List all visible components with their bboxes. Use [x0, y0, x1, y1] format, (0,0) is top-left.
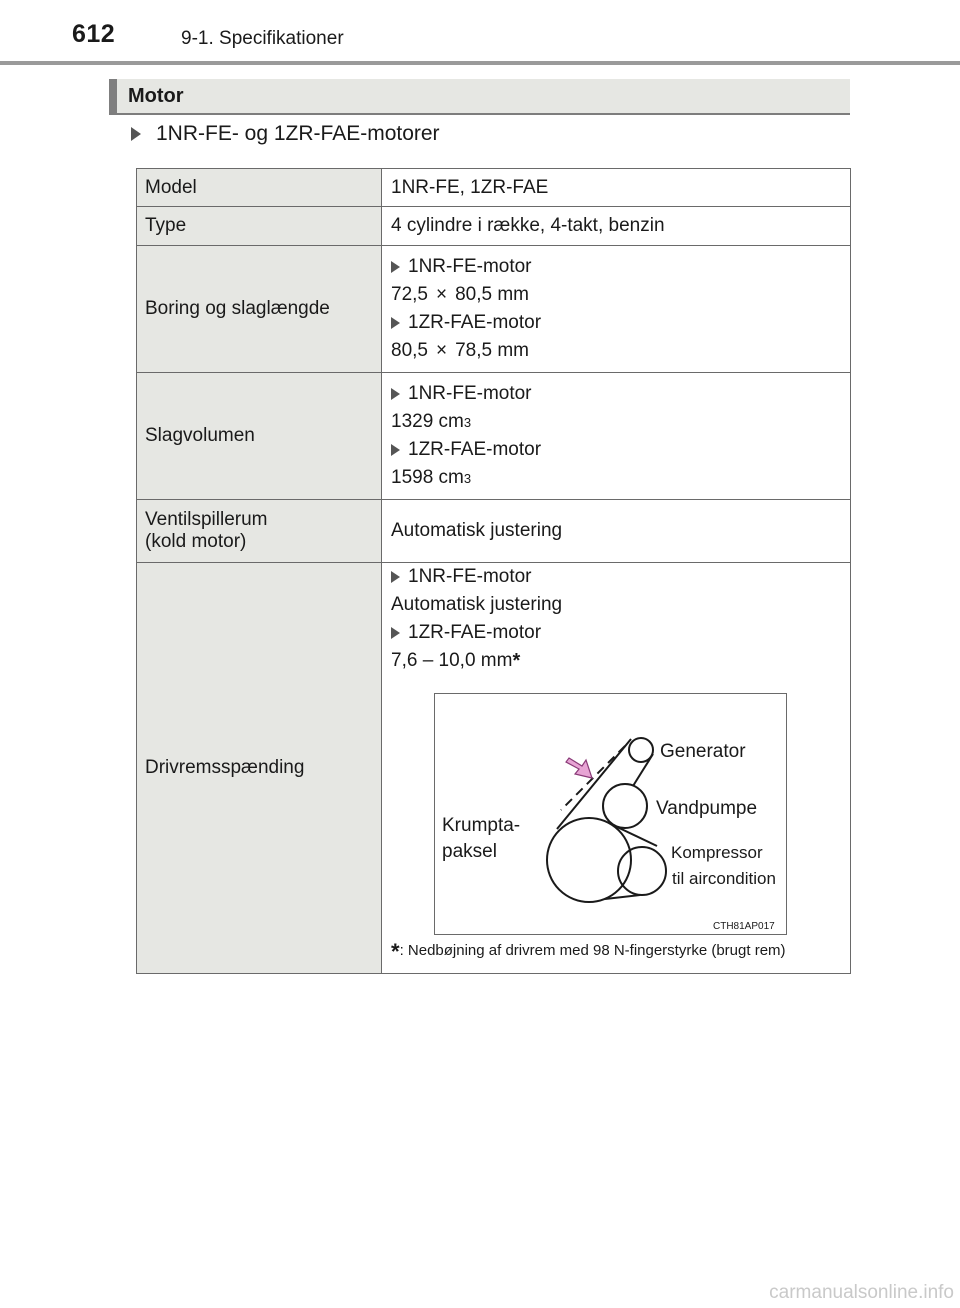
table-row-bore-stroke [137, 246, 851, 373]
label-type: Type [137, 207, 382, 246]
footnote [391, 939, 850, 973]
table-row-model [137, 169, 851, 207]
displacement-value: 1598 cm [391, 467, 464, 488]
triangle-bullet-icon [131, 127, 141, 141]
engine-1zr-line [391, 309, 850, 337]
diagram-code: CTH81AP017 [713, 921, 775, 932]
belt-gen-pump [633, 754, 653, 786]
belt-1zr-value [391, 647, 850, 675]
table-row-belt [137, 563, 851, 974]
watermark: carmanualsonline.info [769, 1282, 954, 1303]
engine-1zr-line [391, 619, 850, 647]
label-belt: Drivremsspænding [137, 563, 382, 974]
value-belt [382, 563, 851, 974]
page-header [0, 0, 960, 64]
value-valve: Automatisk justering [382, 500, 851, 563]
deflection-value: 7,6 – 10,0 mm [391, 650, 513, 671]
triangle-bullet-icon [391, 317, 400, 329]
footnote-mark: * [391, 939, 400, 964]
label-valve-l2: (kold motor) [145, 531, 247, 552]
engine-1zr-line [391, 436, 850, 464]
stroke-value: 80,5 mm [455, 284, 530, 305]
crankshaft-pulley [547, 818, 631, 902]
generator-label: Generator [660, 741, 746, 762]
engine-name: 1NR-FE-motor [408, 566, 532, 587]
table-row-valve [137, 500, 851, 563]
press-arrow-icon [566, 758, 592, 778]
belt-pump-ac [615, 826, 657, 846]
engine-name: 1ZR-FAE-motor [408, 622, 542, 643]
water-pump-label: Vandpumpe [656, 798, 758, 819]
header-rule [0, 61, 960, 65]
value-model: 1NR-FE, 1ZR-FAE [382, 169, 851, 207]
triangle-bullet-icon [391, 627, 400, 639]
displacement-1zr [391, 464, 850, 492]
value-type: 4 cylindre i række, 4-takt, benzin [382, 207, 851, 246]
asterisk-mark: * [512, 649, 521, 672]
label-bore-stroke: Boring og slaglængde [137, 246, 382, 373]
engine-1nr-line [391, 563, 850, 591]
times-sign: × [435, 284, 448, 305]
triangle-bullet-icon [391, 571, 400, 583]
compressor-pulley [618, 847, 666, 895]
label-valve-l1: Ventilspillerum [145, 509, 268, 530]
superscript: 3 [463, 414, 472, 430]
label-model: Model [137, 169, 382, 207]
belt-1nr-value: Automatisk justering [391, 594, 563, 615]
section-bar [109, 79, 850, 115]
bore-value: 72,5 [391, 284, 428, 305]
subheading-text: 1NR-FE- og 1ZR-FAE-motorer [156, 122, 440, 145]
label-valve [137, 500, 382, 563]
spec-table [136, 168, 851, 974]
water-pump-pulley [603, 784, 647, 828]
value-displacement [382, 373, 851, 500]
engine-1nr-line [391, 253, 850, 281]
crankshaft-label-l2: paksel [442, 841, 497, 862]
value-bore-stroke [382, 246, 851, 373]
engine-name: 1ZR-FAE-motor [408, 439, 542, 460]
page-number: 612 [72, 20, 116, 48]
compressor-label-l1: Kompressor [671, 843, 763, 862]
superscript: 3 [463, 470, 472, 486]
engine-name: 1NR-FE-motor [408, 256, 532, 277]
engine-name: 1NR-FE-motor [408, 383, 532, 404]
belt-diagram-svg [435, 694, 786, 934]
compressor-label-l2: til aircondition [672, 869, 776, 888]
stroke-value: 78,5 mm [455, 340, 530, 361]
table-row-type [137, 207, 851, 246]
displacement-1nr [391, 408, 850, 436]
triangle-bullet-icon [391, 388, 400, 400]
subheading [131, 122, 440, 146]
belt-diagram [434, 693, 787, 935]
section-title: Motor [128, 85, 184, 107]
displacement-value: 1329 cm [391, 411, 464, 432]
engine-name: 1ZR-FAE-motor [408, 312, 542, 333]
bore-value: 80,5 [391, 340, 428, 361]
chapter-title: 9-1. Specifikationer [181, 28, 344, 49]
crankshaft-label-l1: Krumpta- [442, 815, 521, 836]
times-sign: × [435, 340, 448, 361]
bore-stroke-1nr [391, 281, 850, 309]
label-displacement: Slagvolumen [137, 373, 382, 500]
deflected-belt [561, 746, 625, 810]
table-row-displacement [137, 373, 851, 500]
bore-stroke-1zr [391, 337, 850, 365]
footnote-text: : Nedbøjning af drivrem med 98 N-fingerstyrke (brugt rem) [399, 942, 786, 959]
engine-1nr-line [391, 380, 850, 408]
triangle-bullet-icon [391, 444, 400, 456]
section-accent [109, 79, 117, 113]
triangle-bullet-icon [391, 261, 400, 273]
